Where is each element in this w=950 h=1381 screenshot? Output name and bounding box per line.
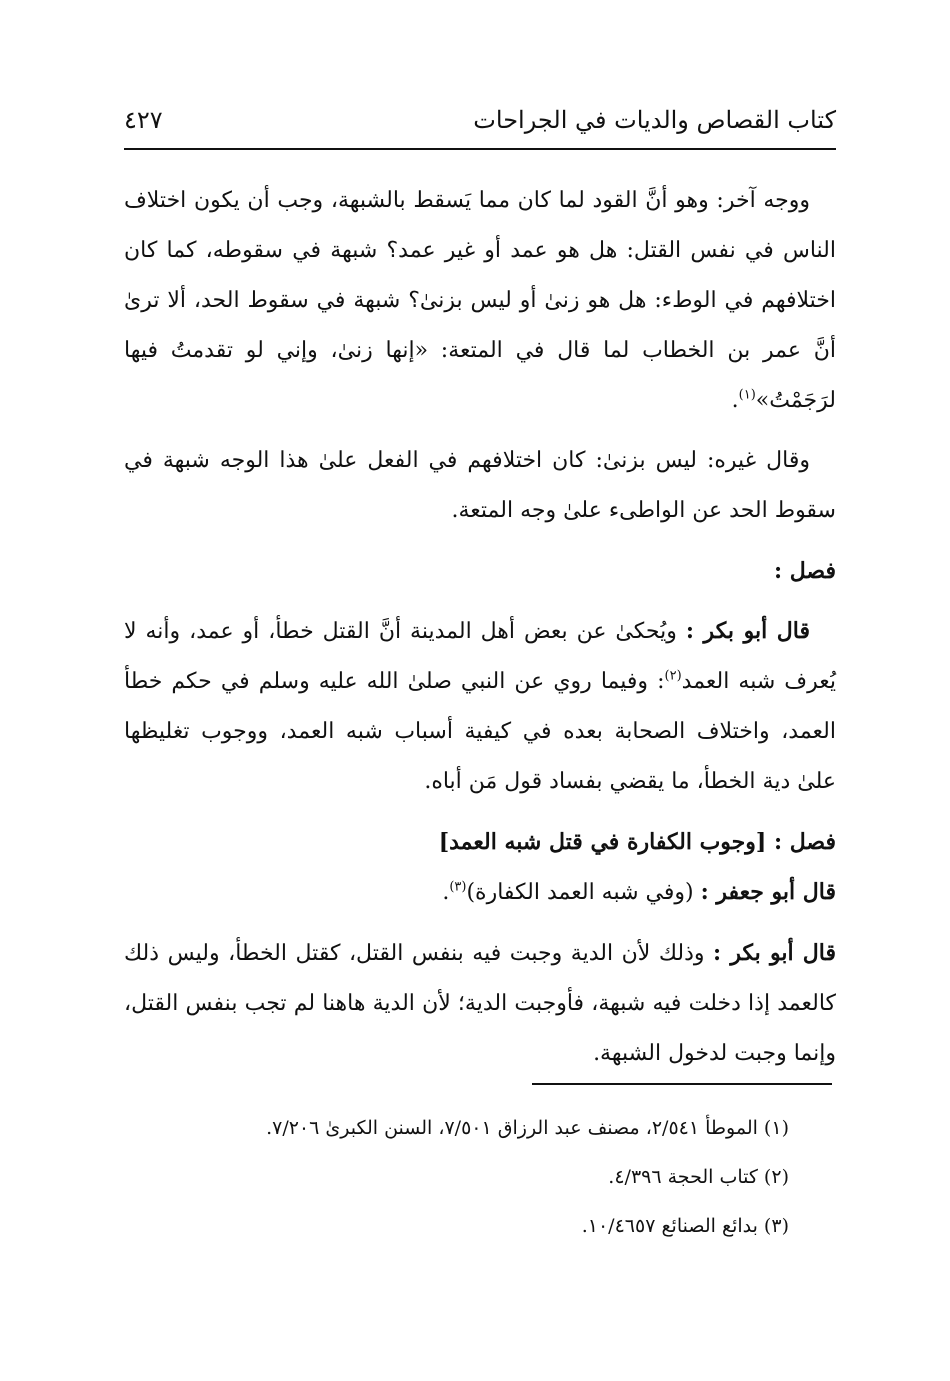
main-text [124, 176, 836, 1079]
footnote-ref-1: (١) [738, 387, 756, 403]
speaker-label: قال أبو بكر : [713, 940, 836, 966]
paragraph-5-text: وذلك لأن الدية وجبت فيه بنفس القتل، كقتل الخطأ، وليس ذلك كالعمد إذا دخلت فيه شبهة، فأوجبت الدية؛ لأن الدية هاهنا لم تجب بنفس القتل، وإنما وجبت لدخول الشبهة. [124, 941, 836, 1066]
speaker-label: قال أبو بكر : [685, 618, 810, 644]
paragraph-1 [124, 176, 836, 426]
paragraph-1-text: ووجه آخر: وهو أنَّ القود لما كان مما يَسقط بالشبهة، وجب أن يكون اختلاف الناس في نفس القتل: هل هو عمد أو غير عمد؟ شبهة في سقوطه، كما كان اختلافهم في الوطء: هل هو زنىٰ أو ليس بزنىٰ؟ شبهة في سقوط الحد، ألا ترىٰ أنَّ عمر بن الخطاب لما قال في المتعة: «إنها زنىٰ، وإني لو تقدمتُ فيها لرَجَمْتُ» [124, 188, 836, 413]
paragraph-3 [124, 606, 836, 807]
paragraph-5 [124, 928, 836, 1079]
footnote-2: (٢) كتاب الحجة ٤/٣٩٦. [608, 1166, 789, 1188]
paragraph-3-text: ويُحكىٰ عن بعض أهل المدينة أنَّ القتل خطأ، أو عمد، وأنه لا يُعرف شبه العمد [124, 619, 836, 694]
footnotes [124, 1104, 789, 1251]
header-rule [124, 148, 836, 150]
paragraph-4-end: . [442, 880, 450, 905]
paragraph-3-tail: : وفيما روي عن النبي صلىٰ الله عليه وسلم في حكم خطأ العمد، واختلاف الصحابة بعده في كيفية أسباب شبه العمد، ووجوب تغليظها علىٰ دية الخطأ، ما يقضي بفساد قول مَن أباه. [124, 669, 836, 794]
book-title: كتاب القصاص والديات في الجراحات [473, 106, 836, 134]
speaker-label: قال أبو جعفر : [700, 879, 836, 905]
footnote-3: (٣) بدائع الصنائع ١٠/٤٦٥٧. [581, 1215, 789, 1237]
paragraph-1-end: . [731, 388, 739, 413]
footnote-ref-2: (٢) [664, 668, 682, 684]
section-heading-2: فصل : [وجوب الكفارة في قتل شبه العمد] [438, 829, 836, 855]
footnote-1: (١) الموطأ ٢/٥٤١، مصنف عبد الرزاق ٧/٥٠١، السنن الكبرىٰ ٧/٢٠٦. [266, 1117, 789, 1139]
paragraph-4 [124, 867, 836, 918]
running-header [124, 100, 836, 144]
paragraph-4-text: (وفي شبه العمد الكفارة) [466, 880, 701, 905]
paragraph-2: وقال غيره: ليس بزنىٰ: كان اختلافهم في الفعل علىٰ هذا الوجه شبهة في سقوط الحد عن الواطىء علىٰ وجه المتعة. [124, 448, 836, 523]
footnote-rule [532, 1083, 832, 1085]
section-heading-1: فصل : [773, 558, 836, 584]
footnote-ref-3: (٣) [449, 879, 467, 895]
page-number: ٤٢٧ [124, 106, 163, 134]
